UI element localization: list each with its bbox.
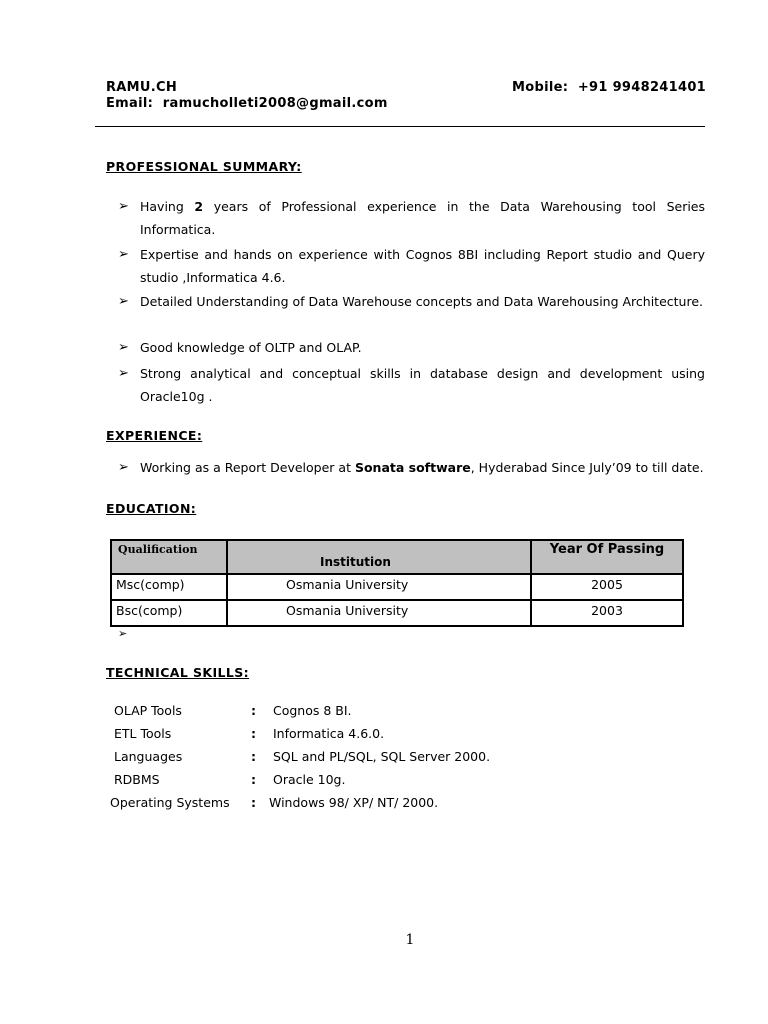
mobile-line bbox=[512, 80, 706, 95]
mobile-label: Mobile: bbox=[512, 80, 569, 95]
table-row bbox=[111, 574, 683, 600]
skill-colon: : bbox=[251, 749, 256, 764]
skill-colon: : bbox=[251, 703, 256, 718]
arrow-bullet-icon: ➢ bbox=[118, 199, 129, 214]
experience-item bbox=[140, 460, 704, 475]
year-cell: 2003 bbox=[591, 603, 623, 618]
mobile-number: +91 9948241401 bbox=[577, 80, 707, 95]
skill-value: Informatica 4.6.0. bbox=[273, 726, 385, 741]
experience-heading: EXPERIENCE: bbox=[106, 428, 203, 443]
skill-colon: : bbox=[251, 795, 256, 810]
email-label: Email: bbox=[106, 96, 154, 111]
arrow-bullet-icon: ➢ bbox=[118, 627, 128, 640]
skill-value: Cognos 8 BI. bbox=[273, 703, 352, 718]
table-row bbox=[111, 600, 683, 626]
year-cell: 2005 bbox=[591, 577, 623, 592]
education-heading: EDUCATION: bbox=[106, 501, 197, 516]
education-table-header bbox=[111, 540, 683, 574]
institution-cell: Osmania University bbox=[286, 603, 409, 618]
email-address: ramucholleti2008@gmail.com bbox=[162, 96, 388, 111]
arrow-bullet-icon: ➢ bbox=[118, 294, 129, 309]
experience-company: Sonata software bbox=[354, 460, 471, 475]
skill-label: ETL Tools bbox=[114, 726, 172, 741]
education-table bbox=[110, 539, 684, 627]
qualification-header: Qualification bbox=[118, 543, 198, 556]
page-number: 1 bbox=[405, 932, 415, 948]
experience-post: , Hyderabad Since July’09 to till date. bbox=[470, 460, 704, 475]
year-header: Year Of Passing bbox=[549, 542, 665, 557]
summary-item: Detailed Understanding of Data Warehouse concepts and Data Warehousing Architecture. bbox=[140, 294, 703, 309]
skill-value: Windows 98/ XP/ NT/ 2000. bbox=[269, 795, 439, 810]
institution-cell: Osmania University bbox=[286, 577, 409, 592]
arrow-bullet-icon: ➢ bbox=[118, 460, 129, 475]
arrow-bullet-icon: ➢ bbox=[118, 340, 129, 355]
skill-value: Oracle 10g. bbox=[273, 772, 346, 787]
qualification-cell: Bsc(comp) bbox=[116, 603, 183, 618]
skill-label: Operating Systems bbox=[110, 795, 230, 810]
summary-item-pre: Having bbox=[140, 199, 195, 214]
skill-colon: : bbox=[251, 726, 256, 741]
arrow-bullet-icon: ➢ bbox=[118, 366, 129, 381]
qualification-cell: Msc(comp) bbox=[116, 577, 185, 592]
skill-label: OLAP Tools bbox=[114, 703, 182, 718]
experience-pre: Working as a Report Developer at bbox=[140, 460, 355, 475]
summary-item: Good knowledge of OLTP and OLAP. bbox=[140, 340, 362, 355]
skill-label: RDBMS bbox=[114, 772, 160, 787]
candidate-name: RAMU.CH bbox=[106, 80, 178, 95]
summary-item: Expertise and hands on experience with Cognos 8BI including Report studio and Query studio ,Informatica 4.6. bbox=[140, 247, 705, 285]
institution-header: Institution bbox=[320, 555, 391, 569]
email-line bbox=[106, 96, 388, 111]
skill-label: Languages bbox=[114, 749, 183, 764]
header-divider bbox=[95, 126, 705, 127]
summary-item bbox=[140, 196, 705, 241]
skills-heading: TECHNICAL SKILLS: bbox=[106, 665, 250, 680]
skill-colon: : bbox=[251, 772, 256, 787]
skill-value: SQL and PL/SQL, SQL Server 2000. bbox=[273, 749, 491, 764]
summary-item: Strong analytical and conceptual skills in database design and development using Oracle10g . bbox=[140, 366, 705, 404]
summary-item-post: years of Professional experience in the Data Warehousing tool Series Informatica. bbox=[140, 199, 706, 237]
arrow-bullet-icon: ➢ bbox=[118, 247, 129, 262]
summary-item-bold: 2 bbox=[194, 199, 204, 214]
summary-heading: PROFESSIONAL SUMMARY: bbox=[106, 159, 302, 174]
